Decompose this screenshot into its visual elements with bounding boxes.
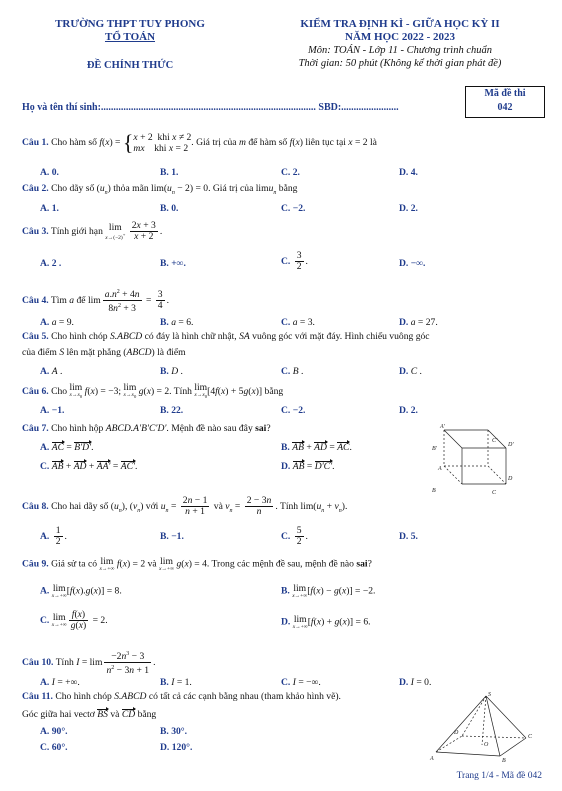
q9-option-b[interactable]: B. lim x→+∞ [f(x) − g(x)] = −2. — [281, 583, 376, 599]
svg-text:S: S — [488, 692, 491, 698]
q2-option-b[interactable]: B. 0. — [160, 203, 179, 214]
svg-text:D': D' — [508, 442, 514, 448]
question-8: Câu 8. Cho hai dãy số $(u_n)$, $(v_n)$ với $u_n$ = $\frac{2n - 1}{n + 1}$ và $v_n$ = $\frac{2 - 3n}{n}$ . Tính $\lim(u_n + v_n)$. — [22, 495, 348, 518]
question-5: Câu 5. Cho hình chóp S.ABCD có đáy là hình chữ nhật, SA vuông góc với mặt đáy. Hình chiếu vuông góc — [22, 331, 430, 342]
q8-option-b[interactable]: B. −1. — [160, 531, 184, 542]
q11-option-b[interactable]: B. 30°. — [160, 726, 188, 737]
svg-text:B: B — [502, 758, 506, 762]
time-line: Thời gian: 50 phút (Không kể thời gian phát đề) — [298, 58, 502, 69]
school-name: TRƯỜNG THPT TUY PHONG — [55, 18, 205, 30]
q8-option-d[interactable]: D. 5. — [399, 531, 418, 542]
svg-text:B: B — [432, 488, 436, 494]
q10-option-d[interactable]: D. I = 0. — [399, 677, 432, 688]
q4-option-a[interactable]: A. a = 9. — [40, 317, 74, 328]
school-year: NĂM HỌC 2022 - 2023 — [345, 31, 455, 43]
q7-option-d[interactable]: D. AB = D'C'. — [281, 461, 335, 472]
question-11-line2: Góc giữa hai vectơ BS và CD bằng — [22, 709, 157, 720]
q7-option-a[interactable]: A. AC = B'D'. — [40, 442, 94, 453]
q7-option-b[interactable]: B. AB + AD = AC. — [281, 442, 352, 453]
q2-option-a[interactable]: A. 1. — [40, 203, 59, 214]
q3-option-a[interactable]: A. 2 . — [40, 258, 62, 269]
q1-option-d[interactable]: D. 4. — [399, 167, 418, 178]
question-5-line2: của điểm S lên mặt phẳng (ABCD) là điểm — [22, 347, 186, 358]
exam-title: KIỂM TRA ĐỊNH KÌ - GIỮA HỌC KỲ II — [300, 18, 500, 30]
q10-option-c[interactable]: C. I = −∞. — [281, 677, 321, 688]
question-7: Câu 7. Cho hình hộp ABCD.A'B'C'D'. Mệnh đề nào sau đây sai? — [22, 423, 271, 434]
q4-option-d[interactable]: D. a = 27. — [399, 317, 438, 328]
svg-text:A': A' — [440, 424, 445, 430]
q10-option-a[interactable]: A. I = +∞. — [40, 677, 80, 688]
svg-text:D: D — [454, 730, 459, 736]
question-2: Câu 2. Cho dãy số $(u_n)$ thỏa mãn $\lim(u_n - 2) = 0$. Giá trị của limu$_n$ bằng — [22, 183, 298, 196]
svg-text:D: D — [508, 476, 513, 482]
question-6: Câu 6. Cho lim $x\to x_0$ f(x) = −3; lim $x\to x_0$ g(x) = 2. Tính lim $x\to x_0$ [4f(x) + 5g(x)] bằng — [22, 382, 284, 400]
q4-option-b[interactable]: B. a = 6. — [160, 317, 194, 328]
q7-option-c[interactable]: C. AB + AD + AA' = AC'. — [40, 461, 138, 472]
exam-code-box — [465, 86, 545, 118]
q11-option-a[interactable]: A. 90°. — [40, 726, 68, 737]
svg-text:B': B' — [432, 446, 437, 452]
q1-option-b[interactable]: B. 1. — [160, 167, 179, 178]
q5-option-b[interactable]: B. D . — [160, 366, 183, 377]
svg-text:A: A — [438, 466, 442, 472]
q9-option-d[interactable]: D. lim x→+∞ [f(x) + g(x)] = 6. — [281, 614, 371, 630]
official-label: ĐỀ CHÍNH THỨC — [86, 60, 174, 71]
q3-option-d[interactable]: D. −∞. — [399, 258, 426, 269]
q10-option-b[interactable]: B. I = 1. — [160, 677, 192, 688]
exam-code-value: 042 — [497, 102, 513, 113]
svg-text:C: C — [492, 490, 497, 496]
q6-option-a[interactable]: A. −1. — [40, 405, 65, 416]
question-10: Câu 10. Tính I = lim $\frac{-2n^3 - 3}{n^2 - 3n + 1}$ . — [22, 651, 156, 677]
question-1: Câu 1. Cho hàm số f(x) = {x + 2 khi x ≠ 2 mx khi x = 2. Giá trị của m để hàm số f(x) liên tục tại x = 2 là — [22, 129, 377, 155]
q11-option-c[interactable]: C. 60°. — [40, 742, 68, 753]
q2-option-d[interactable]: D. 2. — [399, 203, 418, 214]
q5-option-a[interactable]: A. A . — [40, 366, 63, 377]
q1-option-a[interactable]: A. 0. — [40, 167, 59, 178]
student-info-line: Họ và tên thí sinh:...................................................................................... SBD:....................... — [22, 102, 399, 113]
q8-option-a[interactable]: A. $\frac{1}{2}$ . — [40, 525, 67, 548]
svg-text:C: C — [528, 734, 533, 740]
svg-text:A: A — [430, 756, 434, 762]
q11-option-d[interactable]: D. 120°. — [160, 742, 193, 753]
q5-option-d[interactable]: D. C . — [399, 366, 422, 377]
q1-option-c[interactable]: C. 2. — [281, 167, 300, 178]
exam-code-label: Mã đề thi — [484, 88, 526, 99]
parallelepiped-figure — [428, 420, 540, 500]
q6-option-d[interactable]: D. 2. — [399, 405, 418, 416]
svg-text:O: O — [484, 742, 489, 748]
question-9: Câu 9. Giả sử ta có lim x→+∞ f(x) = 2 và lim x→+∞ g(x) = 4. Trong các mệnh đề sau, mệnh đề nào sai? — [22, 556, 372, 572]
q6-option-c[interactable]: C. −2. — [281, 405, 306, 416]
q3-option-c[interactable]: C. $\frac{3}{2}$ . — [281, 250, 308, 273]
q6-option-b[interactable]: B. 22. — [160, 405, 184, 416]
q9-option-c[interactable]: C. lim x→+∞ $\frac{f(x)}{g(x)}$ = 2. — [40, 609, 108, 632]
q4-option-c[interactable]: C. a = 3. — [281, 317, 315, 328]
q2-option-c[interactable]: C. −2. — [281, 203, 306, 214]
question-11: Câu 11. Cho hình chóp S.ABCD có tất cả các cạnh bằng nhau (tham khảo hình vẽ). — [22, 691, 341, 702]
q9-option-a[interactable]: A. lim x→+∞ [f(x).g(x)] = 8. — [40, 583, 122, 599]
subject-line: Môn: TOÁN - Lớp 11 - Chương trình chuẩn — [308, 45, 492, 56]
q3-option-b[interactable]: B. +∞. — [160, 258, 186, 269]
question-4: Câu 4. Tìm a để lim $\frac{a.n^2 + 4n}{8n^2 + 3}$ = $\frac{3}{4}$ . — [22, 289, 169, 315]
page-footer: Trang 1/4 - Mã đề 042 — [456, 771, 542, 781]
pyramid-figure — [428, 690, 540, 762]
svg-text:C': C' — [492, 438, 498, 444]
q8-option-c[interactable]: C. $\frac{5}{2}$ . — [281, 525, 308, 548]
q5-option-c[interactable]: C. B . — [281, 366, 304, 377]
question-3: Câu 3. Tính giới hạn lim x→(−2)+ $\frac{2x + 3}{x + 2}$ . — [22, 220, 163, 243]
department: TỔ TOÁN — [104, 31, 156, 43]
